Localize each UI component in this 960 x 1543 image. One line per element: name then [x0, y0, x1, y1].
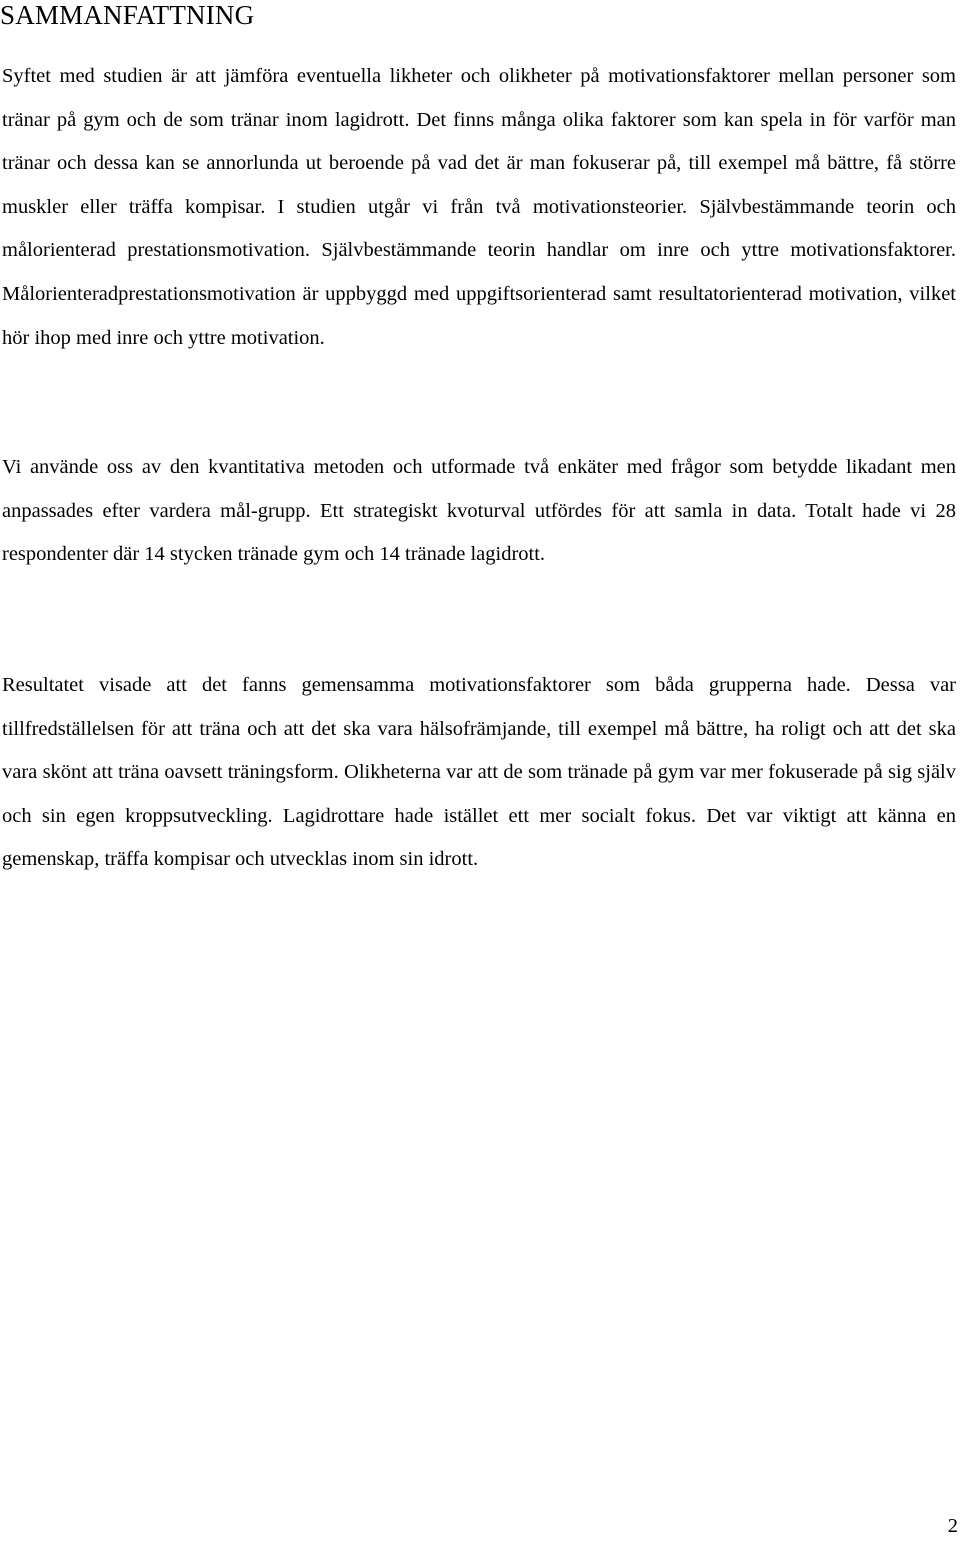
summary-paragraph-method: Vi använde oss av den kvantitativa metoden och utformade två enkäter med frågor som betydde likadant men anpassades efter vardera mål-grupp. Ett strategiskt kvoturval utfördes för att samla in data. Totalt hade vi 28 respondenter där 14 stycken tränade gym och 14 tränade lagidrott. [2, 456, 956, 566]
summary-paragraph-results: Resultatet visade att det fanns gemensamma motivationsfaktorer som båda grupperna hade. Dessa var tillfredställelsen för att träna och att det ska vara hälsofrämjande, till exempel må bättre, ha roligt och att det ska vara skönt att träna oavsett träningsform. Olikheterna var att de som tränade på gym var mer fokuserade på sig själv och sin egen kroppsutveckling. Lagidrottare hade istället ett mer socialt fokus. Det var viktigt att känna en gemenskap, träffa kompisar och utvecklas inom sin idrott. [2, 674, 956, 871]
summary-paragraph-purpose: Syftet med studien är att jämföra eventuella likheter och olikheter på motivationsfaktorer mellan personer som tränar på gym och de som tränar inom lagidrott. Det finns många olika faktorer som kan spela in för varför man tränar och dessa kan se annorlunda ut beroende på vad det är man fokuserar på, till exempel må bättre, få större muskler eller träffa kompisar. I studien utgår vi från två motivationsteorier. Självbestämmande teorin och målorienterad prestationsmotivation. Självbestämmande teorin handlar om inre och yttre motivationsfaktorer. Målorienteradprestationsmotivation är uppbyggd med uppgiftsorienterad samt resultatorienterad motivation, vilket hör ihop med inre och yttre motivation. [2, 65, 956, 349]
section-heading: SAMMANFATTNING [0, 0, 255, 30]
page-number: 2 [947, 1515, 958, 1537]
